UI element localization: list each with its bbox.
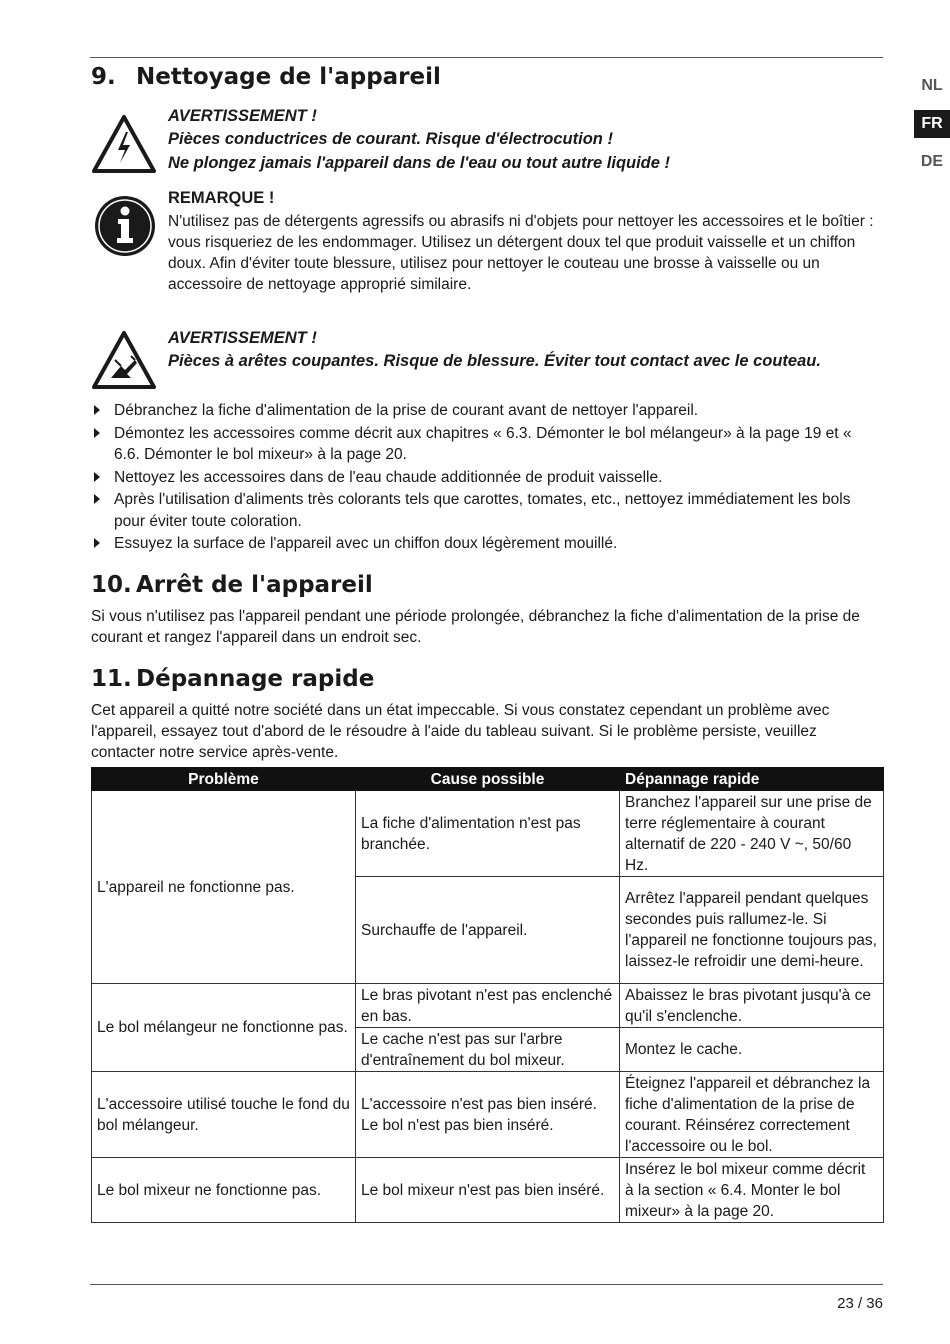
warning-line: Pièces à arêtes coupantes. Risque de blessure. Éviter tout contact avec le couteau. [168,352,821,370]
info-icon [93,194,157,258]
list-item [91,423,881,466]
cleaning-steps-list [91,400,881,556]
section-10-text: Si vous n'utilisez pas l'appareil pendant une période prolongée, débranchez la fiche d'alimentation de la prise de courant et rangez l'appareil dans un endroit sec. [91,608,860,646]
electric-hazard-icon [91,114,157,174]
warning-line: Pièces conductrices de courant. Risque d'électrocution ! [168,130,613,148]
table-row [92,1158,884,1223]
column-header: Problème [92,768,356,791]
lang-tab-nl[interactable]: NL [921,77,943,94]
warning-line: Ne plongez jamais l'appareil dans de l'eau ou tout autre liquide ! [168,154,671,172]
cause-cell: L'accessoire n'est pas bien inséré. Le bol n'est pas bien inséré. [356,1072,620,1158]
section-title: Nettoyage de l'appareil [136,64,441,90]
section-title: Dépannage rapide [136,666,375,692]
language-tabs [914,72,950,186]
warning-title: AVERTISSEMENT ! [168,107,317,125]
bullet-arrow-icon [94,494,100,504]
fix-cell: Montez le cache. [620,1028,884,1072]
list-item [91,400,881,422]
lang-tab-de[interactable]: DE [920,153,944,170]
section-number: 11. [91,666,132,692]
page-number: 23 / 36 [837,1295,883,1312]
warning-cut [168,328,884,373]
list-item-text: Nettoyez les accessoires dans de l'eau chaude additionnée de produit vaisselle. [114,468,663,486]
fix-cell: Abaissez le bras pivotant jusqu'à ce qu'il s'enclenche. [620,984,884,1028]
list-item-text: Débranchez la fiche d'alimentation de la prise de courant avant de nettoyer l'appareil. [114,402,699,419]
column-header: Dépannage rapide [620,768,884,791]
problem-cell: L'appareil ne fonctionne pas. [92,791,356,984]
warning-title: AVERTISSEMENT ! [168,329,317,347]
table-row [92,791,884,877]
section-number: 9. [91,64,116,90]
cause-cell: Le bras pivotant n'est pas enclenché en bas. [356,984,620,1028]
section-10-heading [91,572,373,598]
problem-cell: Le bol mixeur ne fonctionne pas. [92,1158,356,1223]
note-block [168,188,884,295]
note-title: REMARQUE ! [168,189,275,207]
bottom-rule [90,1284,883,1285]
note-text: N'utilisez pas de détergents agressifs ou abrasifs ni d'objets pour nettoyer les accessoires et le boîtier : vous risqueriez de les endommager. Utilisez un détergent doux tel que produit vaisselle et un chiffon doux. Afin d'éviter toute blessure, utilisez pour nettoyer le couteau une brosse à vaisselle ou un accessoire de nettoyage approprié similaire. [168,213,874,293]
fix-cell: Insérez le bol mixeur comme décrit à la section « 6.4. Monter le bol mixeur» à la page 20. [620,1158,884,1223]
cause-cell: Le cache n'est pas sur l'arbre d'entraînement du bol mixeur. [356,1028,620,1072]
problem-cell: Le bol mélangeur ne fonctionne pas. [92,984,356,1072]
bullet-arrow-icon [94,472,100,482]
list-item [91,533,881,555]
section-11-heading [91,666,374,692]
warning-electric [168,106,884,175]
problem-cell: L'accessoire utilisé touche le fond du bol mélangeur. [92,1072,356,1158]
list-item [91,489,881,532]
top-rule [90,57,883,58]
section-9-heading [91,64,441,90]
column-header: Cause possible [356,768,620,791]
table-row [92,984,884,1028]
cut-hazard-icon [91,330,157,390]
fix-cell: Éteignez l'appareil et débranchez la fiche d'alimentation de la prise de courant. Réinsérez correctement l'accessoire ou le bol. [620,1072,884,1158]
list-item-text: Après l'utilisation d'aliments très colorants tels que carottes, tomates, etc., nettoyez immédiatement les bols pour éviter toute coloration. [114,491,851,530]
list-item-text: Démontez les accessoires comme décrit aux chapitres « 6.3. Démonter le bol mélangeur» à la page 19 et « 6.6. Démonter le bol mixeur» à la page 20. [114,424,852,463]
lang-tab-fr[interactable]: FR [914,110,950,138]
list-item [91,467,881,489]
table-header-row [92,768,884,791]
bullet-arrow-icon [94,405,100,415]
cause-cell: La fiche d'alimentation n'est pas branchée. [356,791,620,877]
table-row [92,1072,884,1158]
section-number: 10. [91,572,132,598]
cause-cell: Surchauffe de l'appareil. [356,877,620,984]
cause-cell: Le bol mixeur n'est pas bien inséré. [356,1158,620,1223]
bullet-arrow-icon [94,428,100,438]
fix-cell: Branchez l'appareil sur une prise de terre réglementaire à courant alternatif de 220 - 240 V ~, 50/60 Hz. [620,791,884,877]
fix-cell: Arrêtez l'appareil pendant quelques secondes puis rallumez-le. Si l'appareil ne fonctionne toujours pas, laissez-le refroidir une demi-heure. [620,877,884,984]
list-item-text: Essuyez la surface de l'appareil avec un chiffon doux légèrement mouillé. [114,535,618,552]
section-title: Arrêt de l'appareil [136,572,373,598]
section-11-text: Cet appareil a quitté notre société dans un état impeccable. Si vous constatez cependant un problème avec l'appareil, essayez tout d'abord de le résoudre à l'aide du tableau suivant. Si le problème persiste, veuillez contacter notre service après-vente. [91,702,830,761]
troubleshooting-table [91,767,884,1223]
bullet-arrow-icon [94,538,100,548]
